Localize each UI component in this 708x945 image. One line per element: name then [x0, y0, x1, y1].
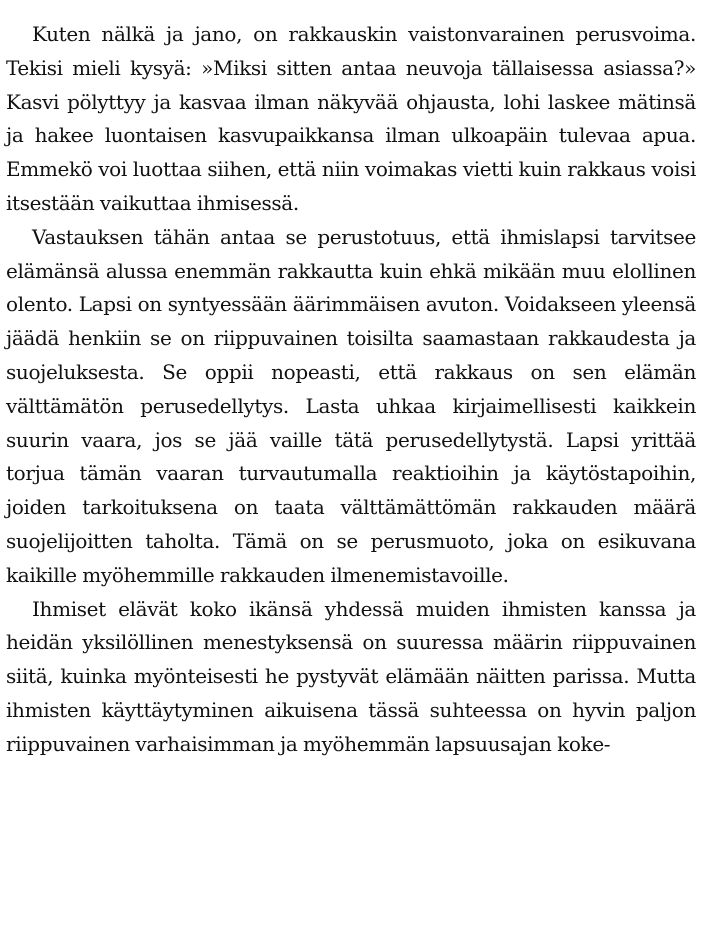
- paragraph-3: Ihmiset elävät koko ikänsä yhdessä muiden ihmisten kanssa ja heidän yksilöllinen menestyksensä on suuressa määrin riippuvainen siitä, kuinka myönteisesti he pystyvät elämään näitten parissa. Mutta ihmisten käyttäytyminen aikuisena tässä suhteessa on hyvin paljon riippuvainen varhaisimman ja myöhemmän lapsuusajan koke-: [6, 596, 696, 756]
- paragraph-2: Vastauksen tähän antaa se perustotuus, että ihmislapsi tarvitsee elämänsä alussa enemmän rakkautta kuin ehkä mikään muu elollinen olento. Lapsi on syntyessään äärimmäisen avuton. Voidakseen yleensä jäädä henkiin se on riippuvainen toisilta saamastaan rakkaudesta ja suojeluksesta. Se oppii nopeasti, että rakkaus on sen elämän välttämätön perusedellytys. Lasta uhkaa kirjaimellisesti kaikkein suurin vaara, jos se jää vaille tätä perusedellytystä. Lapsi yrittää torjua tämän vaaran turvautumalla reaktioihin ja käytöstapoihin, joiden tarkoituksena on taata välttämättömän rakkauden määrä suojelijoitten taholta. Tämä on se perusmuoto, joka on esikuvana kaikille myöhemmille rakkauden ilmenemistavoille.: [6, 224, 696, 587]
- paragraph-1: Kuten nälkä ja jano, on rakkauskin vaistonvarainen perusvoima. Tekisi mieli kysyä: »Miksi sitten antaa neuvoja tällaisessa asiassa?» Kasvi pölyttyy ja kasvaa ilman näkyvää ohjausta, lohi laskee mätinsä ja hakee luontaisen kasvupaikkansa ilman ulkoapäin tulevaa apua. Emmekö voi luottaa siihen, että niin voimakas vietti kuin rakkaus voisi itsestään vaikuttaa ihmisessä.: [6, 22, 696, 215]
- document-page: [6, 18, 696, 762]
